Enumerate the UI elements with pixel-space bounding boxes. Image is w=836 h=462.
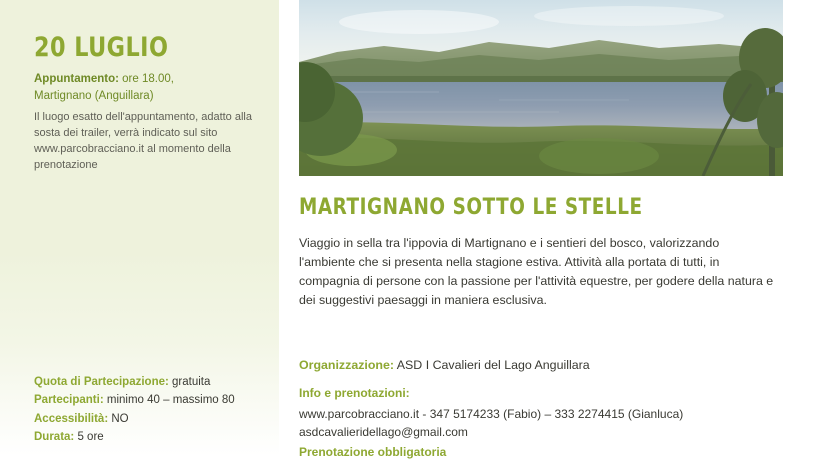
event-date-title: 20 LUGLIO (34, 32, 169, 63)
organization-label: Organizzazione: (299, 358, 395, 372)
organization-value: ASD I Cavalieri del Lago Anguillara (394, 358, 590, 372)
sidebar-details-block (34, 373, 268, 448)
organization-block (299, 357, 799, 462)
detail-value-durata: 5 ore (74, 431, 104, 444)
event-sidebar (0, 0, 279, 456)
detail-row-durata (34, 428, 268, 447)
detail-label-accessibilita: Accessibilità: (34, 412, 109, 425)
booking-required-note: Prenotazione obbligatoria (299, 445, 447, 460)
detail-row-quota (34, 373, 268, 392)
detail-row-partecipanti (34, 391, 268, 410)
sidebar-top-block (34, 34, 258, 174)
appointment-value: ore 18.00, (118, 73, 174, 86)
contact-phone-line[interactable]: www.parcobracciano.it - 347 5174233 (Fabio) – 333 2274415 (Gianluca) (299, 406, 684, 421)
detail-value-quota: gratuita (168, 375, 211, 388)
detail-value-accessibilita: NO (108, 412, 129, 425)
detail-row-accessibilita (34, 410, 268, 429)
appointment-note: Il luogo esatto dell'appuntamento, adatto alla sosta dei trailer, verrà indicato sul sito www.parcobracciano.it al momento della prenotazione (34, 111, 252, 171)
contact-header: Info e prenotazioni: (299, 386, 410, 401)
detail-label-partecipanti: Partecipanti: (34, 394, 104, 407)
page-title: MARTIGNANO SOTTO LE STELLE (299, 195, 643, 220)
organization-row (299, 357, 799, 374)
appointment-label: Appuntamento: (34, 73, 119, 86)
contact-email-line[interactable]: asdcavalieridellago@gmail.com (299, 424, 468, 439)
appointment-time (34, 71, 258, 87)
photo-artwork (299, 0, 783, 176)
event-description: Viaggio in sella tra l'ippovia di Martignano e i sentieri del bosco, valorizzando l'ambiente che si presenta nella stagione estiva. Attività alla portata di tutti, in compagnia di persone con la passione per l'attività equestre, per godere della natura e dei suggestivi paesaggi in maniera esclusiva. (299, 236, 774, 307)
event-content (279, 0, 836, 460)
detail-value-partecipanti: minimo 40 – massimo 80 (103, 394, 235, 407)
detail-label-durata: Durata: (34, 431, 75, 444)
lake-panorama-photo (299, 0, 783, 176)
appointment-place: Martignano (Anguillara) (34, 89, 154, 102)
detail-label-quota: Quota di Partecipazione: (34, 375, 169, 388)
